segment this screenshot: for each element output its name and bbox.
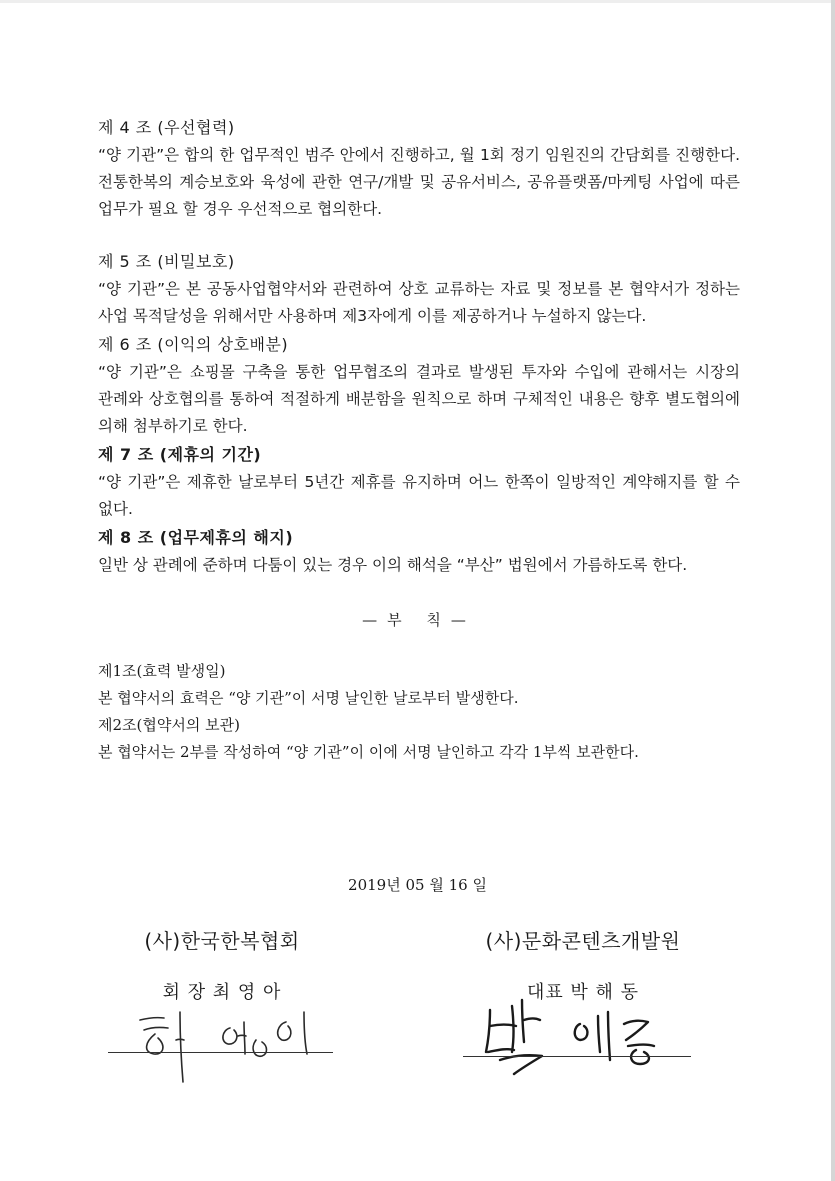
signature-line-left	[108, 1052, 333, 1053]
article-text: “양 기관”은 쇼핑몰 구축을 통한 업무협조의 결과로 발생된 투자와 수입에 관해서는 시장의 관례와 상호협의를 통하여 적절하게 배분함을 원칙으로 하며 구체적인 내용은 향후 별도협의에 의해 첨부하기로 한다.	[98, 363, 740, 435]
article-5	[98, 247, 740, 330]
article-text: “양 기관”은 합의 한 업무적인 범주 안에서 진행하고, 월 1회 정기 임원진의 간담회를 진행한다. 전통한복의 계승보호와 육성에 관한 연구/개발 및 공유서비스, 공유플랫폼/마케팅 사업에 따른 업무가 필요 할 경우 우선적으로 협의한다.	[98, 146, 740, 218]
annex-article-text: 본 협약서는 2부를 작성하여 “양 기관”이 이에 서명 날인하고 각각 1부씩 보관한다.	[98, 743, 639, 761]
article-title: 제 7 조 (제휴의 기간)	[98, 445, 262, 464]
article-title: 제 8 조 (업무제휴의 해지)	[98, 528, 294, 547]
signatory-representative: 회 장 최 영 아	[162, 982, 282, 1003]
signatory-representative: 대표 박 해 동	[526, 982, 640, 1003]
scan-top-edge	[0, 0, 835, 3]
annex-article-text: 본 협약서의 효력은 “양 기관”이 서명 날인한 날로부터 발생한다.	[98, 689, 519, 707]
annex-article-2	[98, 712, 740, 766]
signing-date: 2019년 05 월 16 일	[348, 876, 487, 894]
article-8	[98, 523, 740, 579]
annex-heading: —부 칙—	[362, 611, 476, 629]
annex-article-title: 제2조(협약서의 보관)	[98, 716, 240, 734]
scan-right-edge	[831, 0, 835, 1181]
article-4	[98, 113, 740, 223]
signature-line-right	[463, 1056, 691, 1057]
signatory-org: (사)한국한복협회	[144, 929, 300, 953]
signatory-left	[92, 928, 352, 1006]
signature-left	[110, 1000, 340, 1085]
article-title: 제 4 조 (우선협력)	[98, 118, 235, 137]
signature-right	[460, 990, 700, 1080]
article-title: 제 6 조 (이익의 상호배분)	[98, 335, 289, 354]
article-6	[98, 330, 740, 440]
article-text: 일반 상 관례에 준하며 다툼이 있는 경우 이의 해석을 “부산” 법원에서 가름하도록 한다.	[98, 556, 688, 574]
article-title: 제 5 조 (비밀보호)	[98, 252, 235, 271]
annex-article-title: 제1조(효력 발생일)	[98, 662, 226, 680]
annex-article-1	[98, 658, 740, 712]
signatory-org: (사)문화콘텐츠개발원	[485, 929, 681, 953]
article-text: “양 기관”은 본 공동사업협약서와 관련하여 상호 교류하는 자료 및 정보를 본 협약서가 정하는 사업 목적달성을 위해서만 사용하며 제3자에게 이를 제공하거나 누설하지 않는다.	[98, 280, 740, 325]
article-7	[98, 440, 740, 523]
document-body	[98, 113, 740, 766]
article-text: “양 기관”은 제휴한 날로부터 5년간 제휴를 유지하며 어느 한쪽이 일방적인 계약해지를 할 수 없다.	[98, 473, 740, 518]
